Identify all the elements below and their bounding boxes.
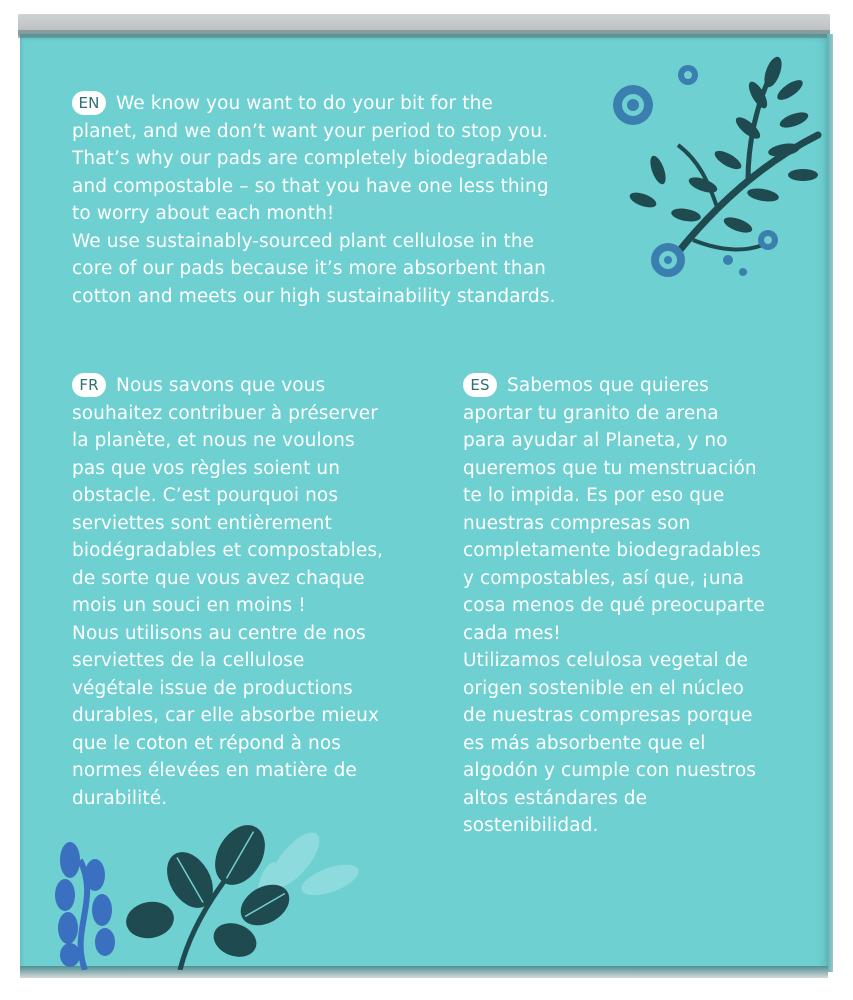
fr-line: pas que vos règles soient un — [72, 457, 341, 479]
fr-line: végétale issue de productions — [72, 677, 353, 699]
leaf-and-seaweed-illustration — [40, 820, 360, 970]
spanish-text-block — [463, 372, 765, 840]
es-line: cada mes! — [463, 622, 561, 644]
en-line: core of our pads because it’s more absorbent than — [72, 258, 546, 279]
fr-line: serviettes de la cellulose — [72, 650, 305, 671]
en-line: cotton and meets our high sustainability standards. — [72, 285, 556, 307]
en-line: That’s why our pads are completely biodegradable — [72, 148, 548, 169]
es-line: nuestras compresas son — [463, 512, 691, 534]
es-line: completamente biodegradables — [463, 540, 761, 561]
es-line: algodón y cumple con nuestros — [463, 760, 756, 781]
fr-line: durabilité. — [72, 787, 168, 809]
floral-branch-illustration — [598, 50, 830, 300]
box-top-shadow — [18, 30, 830, 38]
fr-line: serviettes sont entièrement — [72, 512, 332, 534]
french-text-block — [72, 372, 383, 812]
fr-line: de sorte que vous avez chaque — [72, 567, 365, 589]
english-text-block — [72, 90, 556, 310]
fr-line: que le coton et répond à nos — [72, 732, 342, 754]
fr-line: biodégradables et compostables, — [72, 540, 384, 561]
es-line: es más absorbente que el — [463, 732, 706, 754]
en-line: We use sustainably-sourced plant cellulose in the — [72, 230, 535, 252]
es-line-0: ES Sabemos que quieres — [463, 372, 765, 400]
fr-line-0: FR Nous savons que vous — [72, 372, 383, 400]
es-line: y compostables, así que, ¡una — [463, 567, 745, 589]
en-line-0: EN We know you want to do your bit for the — [72, 90, 556, 118]
es-line: cosa menos de qué preocuparte — [463, 595, 765, 616]
es-line: altos estándares de — [463, 787, 648, 809]
es-line: te lo impida. Es por eso que — [463, 485, 725, 506]
es-line: sostenibilidad. — [463, 815, 599, 836]
es-line: queremos que tu menstruación — [463, 457, 757, 479]
fr-line: obstacle. C’est pourquoi nos — [72, 485, 339, 506]
es-line: Utilizamos celulosa vegetal de — [463, 650, 749, 671]
es-language-badge: ES — [463, 373, 497, 397]
fr-language-badge: FR — [72, 373, 106, 397]
en-line: to worry about each month! — [72, 203, 335, 224]
fr-line: la planète, et nous ne voulons — [72, 430, 355, 451]
es-line: para ayudar al Planeta, y no — [463, 430, 728, 451]
en-language-badge: EN — [72, 91, 106, 115]
fr-line: mois un souci en moins ! — [72, 595, 306, 616]
es-line: de nuestras compresas porque — [463, 705, 753, 726]
fr-line: durables, car elle absorbe mieux — [72, 705, 380, 726]
fr-line: normes élevées en matière de — [72, 760, 357, 781]
en-line: planet, and we don’t want your period to stop you. — [72, 120, 548, 142]
es-line: aportar tu granito de arena — [463, 402, 719, 424]
en-line: and compostable – so that you have one less thing — [72, 175, 549, 197]
fr-line: Nous utilisons au centre de nos — [72, 622, 366, 644]
es-line: origen sostenible en el núcleo — [463, 677, 744, 699]
fr-line: souhaitez contribuer à préserver — [72, 402, 378, 424]
